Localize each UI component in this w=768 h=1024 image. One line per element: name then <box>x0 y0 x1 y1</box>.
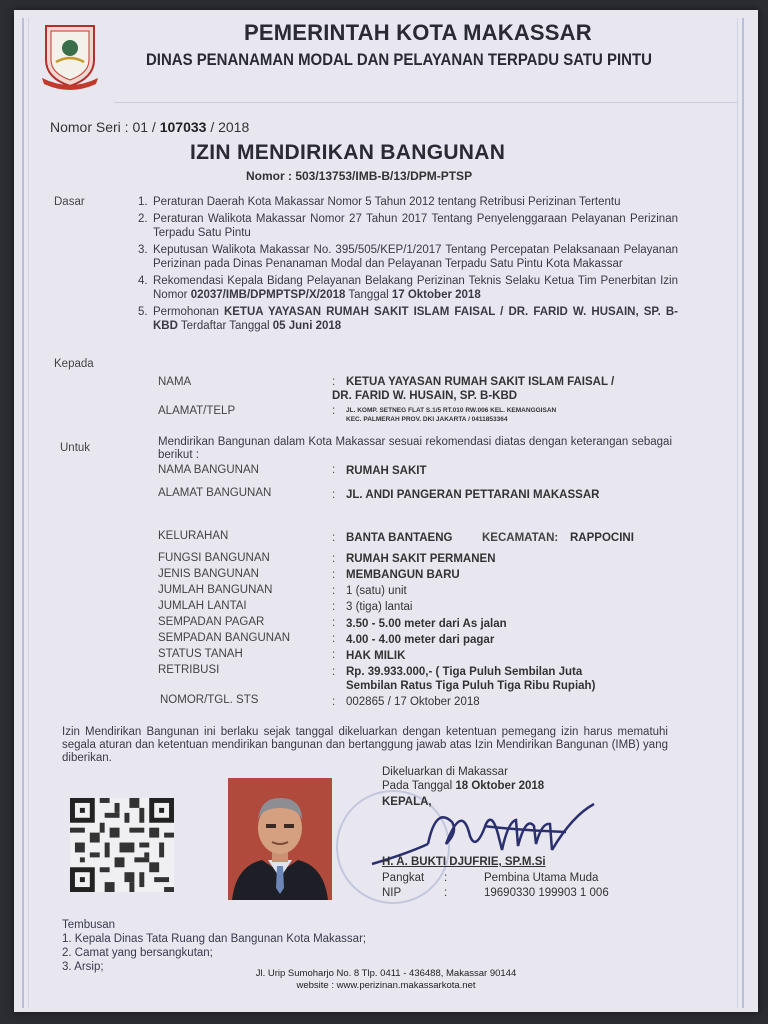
signer-name: H. A. BUKTI DJUFRIE, SP.M.Si <box>382 856 546 868</box>
kecamatan-value: RAPPOCINI <box>570 532 634 544</box>
colon: : <box>332 532 336 544</box>
colon: : <box>332 696 336 708</box>
list-item-text: Keputusan Walikota Makassar No. 395/505/KEP/1/2017 Tentang Percepatan Pelaksanaan Pelayanan Perizinan pada Dinas Penanaman Modal dan Pelayanan Terpadu Satu Pintu Kota Makassar <box>153 244 678 270</box>
fungsi-bangunan-label: FUNGSI BANGUNAN <box>158 552 270 564</box>
list-item-text <box>153 305 678 333</box>
colon: : <box>444 887 448 899</box>
nomor-sts-value: 002865 / 17 Oktober 2018 <box>346 696 480 708</box>
sempadan-bangunan-label: SEMPADAN BANGUNAN <box>158 632 291 644</box>
list-item-number: 5. <box>138 306 148 318</box>
dasar-list <box>138 195 678 336</box>
colon: : <box>332 569 336 581</box>
nama-bangunan-label: NAMA BANGUNAN <box>158 464 259 476</box>
kelurahan-label: KELURAHAN <box>158 530 229 542</box>
list-item <box>138 212 678 240</box>
document-number: Nomor : 503/13753/IMB-B/13/DPM-PTSP <box>246 169 473 183</box>
retribusi-label: RETRIBUSI <box>158 664 220 676</box>
serial-prefix: Nomor Seri : 01 / <box>50 119 156 135</box>
untuk-label: Untuk <box>60 442 91 454</box>
colon: : <box>332 464 336 476</box>
dasar-label: Dasar <box>54 196 85 208</box>
fungsi-bangunan-value: RUMAH SAKIT PERMANEN <box>346 553 496 565</box>
list-item-text: Peraturan Walikota Makassar Nomor 27 Tahun 2017 Tentang Penyelenggaraan Pelayanan Perizinan Terpadu Satu Pintu <box>153 213 678 239</box>
footer-address: Jl. Urip Sumoharjo No. 8 Tlp. 0411 - 436488, Makassar 90144 <box>255 968 517 979</box>
pangkat-label: Pangkat <box>382 872 425 884</box>
jumlah-bangunan-value: 1 (satu) unit <box>346 585 407 597</box>
header-divider <box>114 102 738 103</box>
list-item <box>138 243 678 271</box>
kelurahan-value: BANTA BANTAENG <box>346 532 453 544</box>
list-item-text: Peraturan Daerah Kota Makassar Nomor 5 Tahun 2012 tentang Retribusi Perizinan Tertentu <box>153 196 621 208</box>
list-item: 1. Kepala Dinas Tata Ruang dan Bangunan Kota Makassar; <box>62 933 367 945</box>
text-segment-bold: 17 Oktober 2018 <box>391 289 481 301</box>
list-item-number: 1. <box>138 196 148 208</box>
issued-date <box>382 780 544 792</box>
list-item <box>138 195 678 209</box>
jenis-bangunan-value: MEMBANGUN BARU <box>346 569 460 581</box>
colon: : <box>332 585 336 597</box>
text-segment: Tanggal <box>345 289 392 301</box>
closing-paragraph: Izin Mendirikan Bangunan ini berlaku sejak tanggal dikeluarkan dengan ketentuan pemegang izin harus mematuhi segala aturan dan ketentuan mendirikan bangunan dan bertanggung jawab atas Izin Mendirikan Bangunan (IMB) yang diberikan. <box>62 726 668 764</box>
list-item <box>138 305 678 333</box>
issued-date-label: Pada Tanggal <box>382 780 453 792</box>
alamat-value-line2: KEC. PALMERAH PROV. DKI JAKARTA / 0411853364 <box>346 416 508 423</box>
footer-website: website : www.perizinan.makassarkota.net <box>296 980 476 991</box>
nama-label: NAMA <box>158 376 192 388</box>
list-item: 3. Arsip; <box>62 961 104 973</box>
list-item-text <box>153 274 678 302</box>
colon: : <box>332 666 336 678</box>
status-tanah-label: STATUS TANAH <box>158 648 243 660</box>
jumlah-lantai-label: JUMLAH LANTAI <box>158 600 247 612</box>
qr-code <box>70 798 174 892</box>
alamat-bangunan-label: ALAMAT BANGUNAN <box>158 487 272 499</box>
text-segment: Rekomendasi Kepala Bidang Pelayanan Belakang Perizinan Teknis Selaku Ketua Tim Penerbitan Izin Nomor <box>153 275 678 301</box>
sempadan-bangunan-value: 4.00 - 4.00 meter dari pagar <box>346 634 495 646</box>
portrait-image <box>228 778 332 900</box>
list-item-number: 3. <box>138 244 148 256</box>
tembusan-section <box>62 918 366 974</box>
nama-value-line1: KETUA YAYASAN RUMAH SAKIT ISLAM FAISAL / <box>346 376 615 388</box>
alamat-label: ALAMAT/TELP <box>158 405 236 417</box>
text-segment-bold: 05 Juni 2018 <box>272 320 342 332</box>
serial-number <box>50 119 249 135</box>
colon: : <box>332 633 336 645</box>
nama-bangunan-value: RUMAH SAKIT <box>346 465 427 477</box>
untuk-intro: Mendirikan Bangunan dalam Kota Makassar sesuai rekomendasi diatas dengan keterangan sebagai berikut : <box>158 436 672 461</box>
holder-photo <box>228 778 332 900</box>
sempadan-pagar-label: SEMPADAN PAGAR <box>158 616 265 628</box>
nip-value: 19690330 199903 1 006 <box>484 887 609 899</box>
tembusan-label: Tembusan <box>62 919 116 931</box>
colon: : <box>332 617 336 629</box>
signer-title: KEPALA, <box>382 796 432 808</box>
page-border-left <box>22 18 29 1008</box>
list-item <box>138 274 678 302</box>
document-title: IZIN MENDIRIKAN BANGUNAN <box>190 141 506 164</box>
text-segment: Terdaftar Tanggal <box>177 320 273 332</box>
text-segment: Permohonan <box>153 306 224 318</box>
list-item: 2. Camat yang bersangkutan; <box>62 947 213 959</box>
colon: : <box>332 649 336 661</box>
colon: : <box>332 553 336 565</box>
colon: : <box>444 872 448 884</box>
pangkat-value: Pembina Utama Muda <box>484 872 599 884</box>
header-title-government: PEMERINTAH KOTA MAKASSAR <box>244 20 592 45</box>
nip-label: NIP <box>382 887 402 899</box>
nama-value-line2: DR. FARID W. HUSAIN, SP. B-KBD <box>332 390 518 402</box>
kecamatan-label: KECAMATAN: <box>482 532 559 544</box>
kepada-label: Kepada <box>54 358 94 370</box>
jumlah-lantai-value: 3 (tiga) lantai <box>346 601 413 613</box>
nomor-sts-label: NOMOR/TGL. STS <box>160 694 259 706</box>
jumlah-bangunan-label: JUMLAH BANGUNAN <box>158 584 273 596</box>
sempadan-pagar-value: 3.50 - 5.00 meter dari As jalan <box>346 618 507 630</box>
page-border-right <box>737 18 744 1008</box>
jenis-bangunan-label: JENIS BANGUNAN <box>158 568 259 580</box>
city-emblem-logo <box>36 20 104 90</box>
retribusi-value-line1: Rp. 39.933.000,- ( Tiga Puluh Sembilan Juta <box>346 666 583 678</box>
issued-place: Dikeluarkan di Makassar <box>382 766 508 778</box>
colon: : <box>332 376 336 388</box>
issued-date-value: 18 Oktober 2018 <box>455 780 545 792</box>
list-item-number: 2. <box>138 213 148 225</box>
list-item-number: 4. <box>138 275 148 287</box>
document-page <box>14 10 758 1012</box>
text-segment-bold: KETUA YAYASAN RUMAH SAKIT ISLAM FAISAL / DR. FARID W. HUSAIN, SP. B-KBD <box>153 306 679 332</box>
header-title-agency: DINAS PENANAMAN MODAL DAN PELAYANAN TERPADU SATU PINTU <box>146 50 652 69</box>
serial-suffix: / 2018 <box>210 119 250 135</box>
colon: : <box>332 489 336 501</box>
status-tanah-value: HAK MILIK <box>346 650 406 662</box>
alamat-bangunan-value: JL. ANDI PANGERAN PETTARANI MAKASSAR <box>346 489 600 501</box>
colon: : <box>332 405 336 417</box>
colon: : <box>332 601 336 613</box>
serial-value: 107033 <box>159 119 207 135</box>
retribusi-value-line2: Sembilan Ratus Tiga Puluh Tiga Ribu Rupiah) <box>346 680 596 692</box>
alamat-value-line1: JL. KOMP. SETNEG FLAT S.1/5 RT.010 RW.006 KEL. KEMANGGISAN <box>346 407 557 414</box>
text-segment-bold: 02037/IMB/DPMPTSP/X/2018 <box>190 289 346 301</box>
